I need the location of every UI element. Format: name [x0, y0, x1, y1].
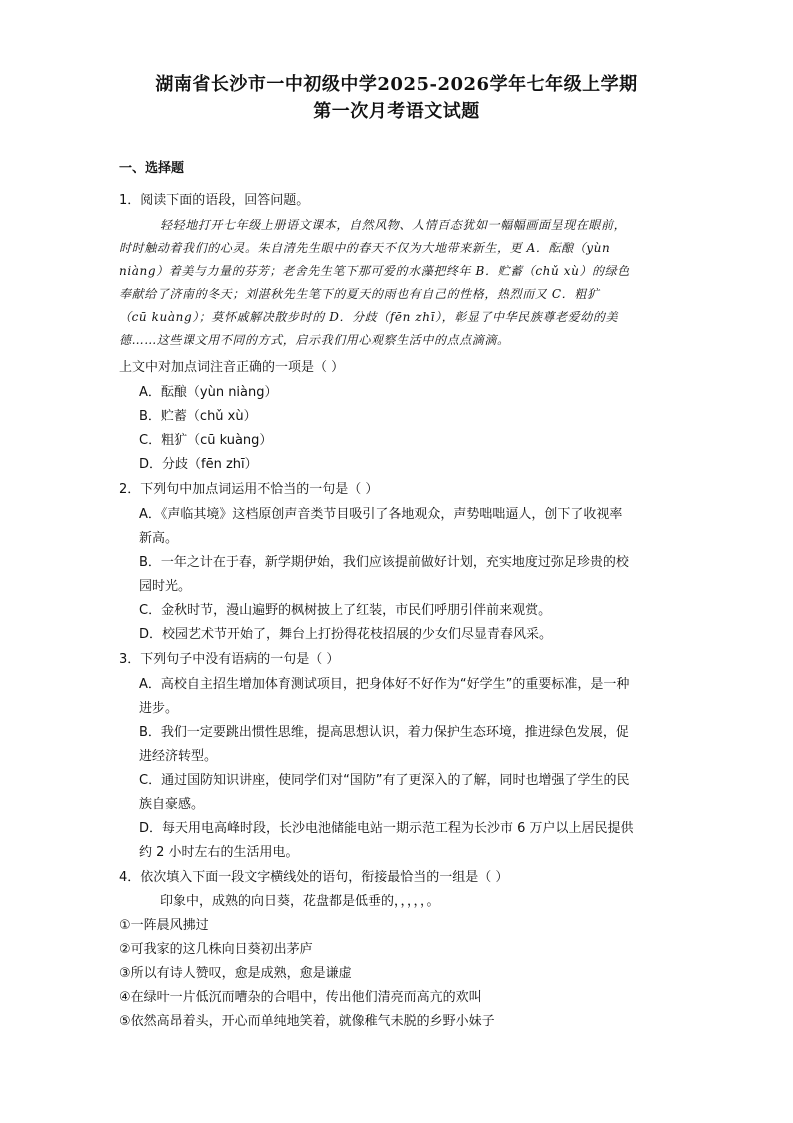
q1-passage-line: 时时触动着我们的心灵。朱自清先生眼中的春天不仅为大地带来新生，更 A．酝酿（yùn: [119, 241, 611, 255]
q3-option-d-cont: 约 2 小时左右的生活用电。: [139, 845, 299, 860]
q1-passage-line: （cū kuàng）；莫怀戚解决散步时的 D．分歧（fēn zhī），彰显了中华民族尊老爱幼的美: [119, 310, 619, 324]
q1-passage-line: 轻轻地打开七年级上册语文课本，自然风物、人情百态犹如一幅幅画面呈现在眼前，: [160, 218, 627, 232]
q3-option-b: B．我们一定要跳出惯性思维，提高思想认识，着力保护生态环境，推进绿色发展，促: [139, 725, 629, 740]
q4-item: ⑤依然高昂着头，开心而单纯地笑着，就像稚气未脱的乡野小妹子: [119, 1014, 495, 1029]
q4-item: ②可我家的这几株向日葵初出茅庐: [119, 942, 313, 957]
q2-option-c: C．金秋时节，漫山遍野的枫树披上了红装，市民们呼朋引伴前来观赏。: [139, 603, 552, 618]
q1-option-a: A．酝酿（yùn niàng）: [139, 385, 278, 400]
q2-option-b: B．一年之计在于春，新学期伊始，我们应该提前做好计划，充实地度过弥足珍贵的校: [139, 555, 629, 570]
q2-option-b-cont: 园时光。: [139, 579, 192, 594]
q4-item: ③所以有诗人赞叹，愈是成熟，愈是谦虚: [119, 966, 352, 981]
q3-option-a: A．高校自主招生增加体育测试项目，把身体好不好作为“好学生”的重要标准，是一种: [139, 677, 630, 692]
q1-passage-line: 奉献给了济南的冬天；刘湛秋先生笔下的夏天的雨也有自己的性格，热烈而又 C．粗犷: [119, 287, 600, 301]
q3-option-c: C．通过国防知识讲座，使同学们对“国防”有了更深入的了解，同时也增强了学生的民: [139, 773, 630, 788]
q1-option-b: B．贮蓄（chǔ xù）: [139, 409, 257, 424]
exam-title-line2: 第一次月考语文试题: [313, 101, 480, 122]
section-heading: 一、选择题: [119, 161, 185, 176]
q1-passage-line: niàng）着美与力量的芬芳；老舍先生笔下那可爱的水藻把终年 B．贮蓄（chǔ xù）的绿色: [119, 264, 630, 278]
q3-option-c-cont: 族自豪感。: [139, 797, 205, 812]
q1-question: 上文中对加点词注音正确的一项是（ ）: [119, 360, 345, 375]
q1-option-c: C．粗犷（cū kuàng）: [139, 433, 273, 448]
q3-option-b-cont: 进经济转型。: [139, 749, 218, 764]
q3-stem: 3．下列句子中没有语病的一句是（ ）: [119, 652, 340, 667]
q4-item: ④在绿叶一片低沉而嘈杂的合唱中，传出他们清亮而高亢的欢叫: [119, 990, 482, 1005]
exam-title-line1: 湖南省长沙市一中初级中学2025-2026学年七年级上学期: [155, 74, 638, 95]
q1-stem: 1．阅读下面的语段，回答问题。: [119, 193, 310, 208]
q1-passage-line: 德……这些课文用不同的方式，启示我们用心观察生活中的点点滴滴。: [119, 333, 510, 347]
q4-lead: 印象中，成熟的向日葵，花盘都是低垂的，，，，，。: [160, 894, 440, 909]
q4-item: ①一阵晨风拂过: [119, 918, 209, 933]
q2-option-d: D．校园艺术节开始了，舞台上打扮得花枝招展的少女们尽显青春风采。: [139, 627, 553, 642]
q2-stem: 2．下列句中加点词运用不恰当的一句是（ ）: [119, 482, 379, 497]
q2-option-a: A．《声临其境》这档原创声音类节目吸引了各地观众，声势咄咄逼人，创下了收视率: [139, 507, 623, 522]
q4-stem: 4．依次填入下面一段文字横线处的语句，衔接最恰当的一组是（ ）: [119, 870, 509, 885]
q3-option-d: D．每天用电高峰时段，长沙电池储能电站一期示范工程为长沙市 6 万户以上居民提供: [139, 821, 634, 836]
q3-option-a-cont: 进步。: [139, 701, 179, 716]
q2-option-a-cont: 新高。: [139, 531, 179, 546]
q1-option-d: D．分歧（fēn zhī）: [139, 457, 258, 472]
